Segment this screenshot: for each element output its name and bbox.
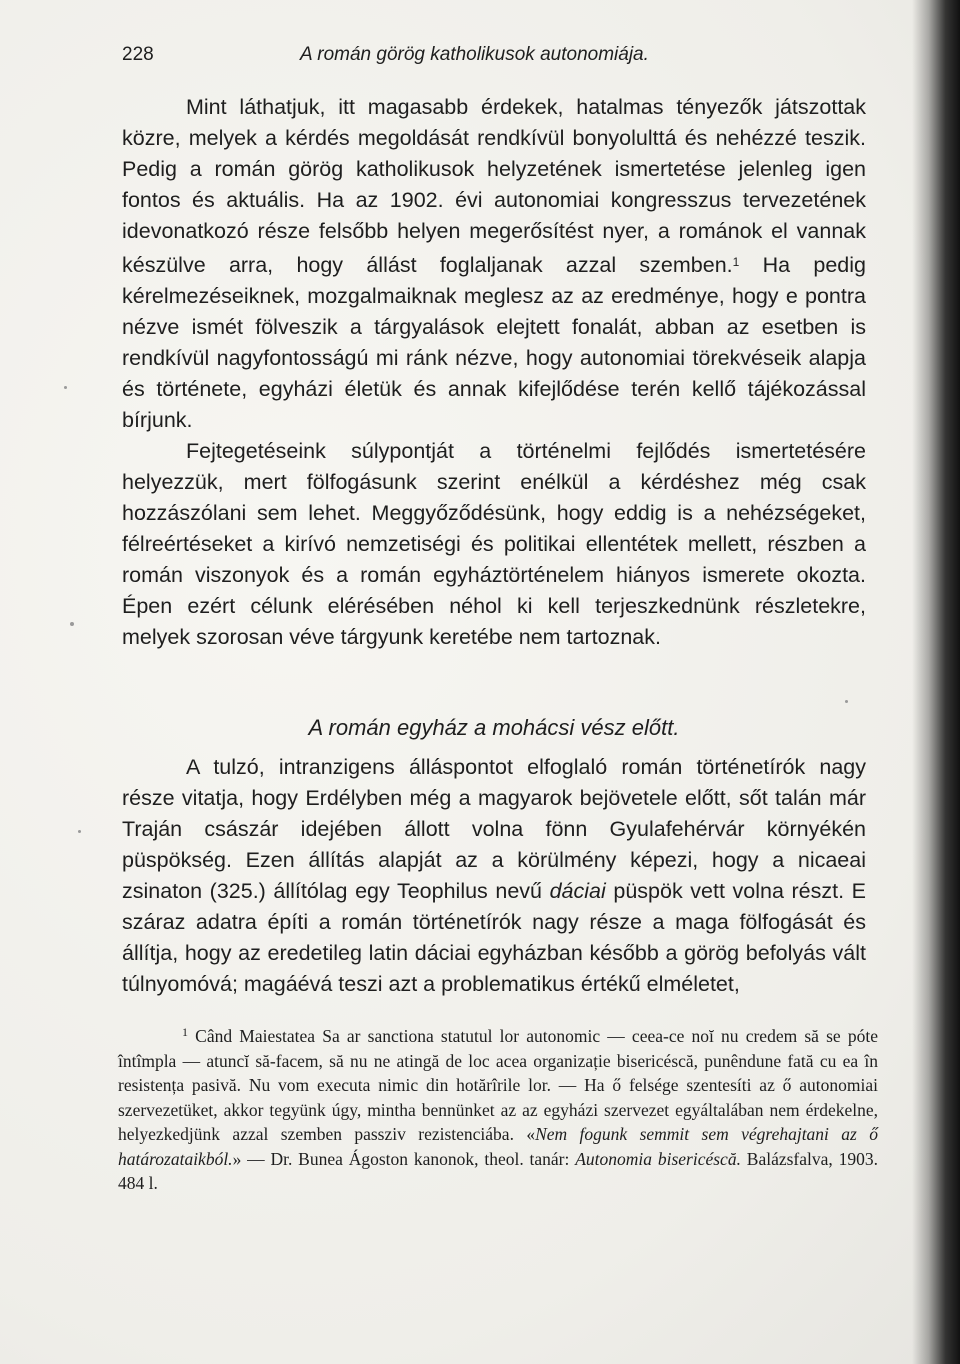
- running-title: A román görög katholikusok autonomiája.: [300, 44, 649, 65]
- page-header: [122, 44, 842, 74]
- paragraph-text: Ha pedig kérelmezéseiknek, mozgalmaiknak meglesz az az eredménye, hogy e pontra nézve ismét fölveszik a tárgyalások elejtett fonalát, abban az esetben is rendkívül nagyfontosságú mi ránk nézve, hogy autonomiai törekvéseik alapja és története, egyházi életük és annak kifejlődése terén kellő tájékozással bírjunk.: [122, 253, 866, 432]
- paragraph: [122, 752, 866, 1000]
- book-spine-shadow: [912, 0, 960, 1364]
- footnote-marker: 1: [182, 1025, 188, 1039]
- main-text-section: [122, 752, 866, 1000]
- paragraph-text: püspök vett volna részt. E száraz adatra építi a román történetírók nagy része a maga fölfogását és állítja, hogy az eredetileg latin dáciai egyházban később a görög befolyás vált túlnyomóvá; magáévá teszi azt a problematikus értékű elméletet,: [122, 879, 866, 996]
- footnote-quote: Nem fogunk semmit sem végrehajtani az ő határozataikból.: [118, 1124, 878, 1169]
- footnote-text: [118, 1020, 878, 1196]
- scan-speck: [70, 622, 74, 626]
- paragraph: Fejtegetéseink súlypontját a történelmi fejlődés ismertetésére helyezzük, mert fölfogásunk szerint enélkül a kérdéshez még csak hozzászólani sem lehet. Meggyőződésünk, hogy eddig is a nehézségeket, félreértéseket a kirívó nemzetiségi és politikai ellentétek mellett, részben a román viszonyok és a román egyháztörténelem hiányos ismerete okozta. Épen ezért célunk elérésében néhol ki kell terjeszkednünk részletekre, melyek szorosan véve tárgyunk keretébe nem tartoznak.: [122, 439, 866, 649]
- scan-speck: [64, 386, 67, 389]
- paragraph: [122, 92, 866, 436]
- scan-speck: [78, 830, 81, 833]
- page-number: 228: [122, 44, 154, 65]
- footnote-segment: Balázsfalva, 1903. 484 l.: [118, 1148, 878, 1193]
- paragraph-text: A tulzó, intranzigens álláspontot elfoglaló román történetírók nagy része vitatja, hogy Erdélyben még a magyarok bejövetele előtt, sőt talán már Traján császár idejében állott volna fönn Gyulafehérvár környékén püspökség. Ezen állítás alapját az a körülmény képezi, hogy a nicaeai zsinaton (325.) állítólag egy Teophilus nevű: [122, 755, 866, 903]
- paragraph-text: Mint láthatjuk, itt magasabb érdekek, hatalmas tényezők játszottak közre, melyek a kérdés megoldását rendkívül bonyolulttá és nehézzé teszik. Pedig a román görög katholikusok helyzetének ismertetése jelenleg igen fontos és aktuális. Ha az 1902. évi autonomiai kongresszus tervezetének idevonatkozó része felsőbb helyen megerősítést nyer, a románok el vannak készülve arra, hogy állást foglaljanak azzal szemben.: [122, 95, 866, 277]
- section-title: A román egyház a mohácsi vész előtt.: [308, 715, 680, 740]
- footnote: [118, 1020, 878, 1196]
- footnote-segment: Când Maiestatea Sa ar sanctiona statutul lor autonomic — ceea-ce noĭ nu credem să se pótе întîmpla — atuncĭ să-facem, să nu ne atingă de loc acea organizație bisericéscă, punêndune fată cu ea în resistența pasivă. Nu vom executa nimic din hotărîrile lor. — Ha ő felsége szentesíti az ő autonomiai szervezetüket, akkor tegyünk úgy, mintha bennünket az az egyházi szervezet egyáltalában nem érdekelne, helyezkedjünk azzal szemben passziv rezistenciába. «: [118, 1026, 878, 1144]
- footnote-segment: » — Dr. Bunea Ágoston kanonok, theol. tanár:: [232, 1148, 576, 1169]
- main-text: [122, 92, 866, 653]
- scan-speck: [845, 700, 848, 703]
- emphasis: dáciai: [549, 879, 606, 903]
- footnote-work-title: Autonomia bisericéscă.: [575, 1148, 741, 1169]
- footnote-reference: 1: [732, 255, 740, 269]
